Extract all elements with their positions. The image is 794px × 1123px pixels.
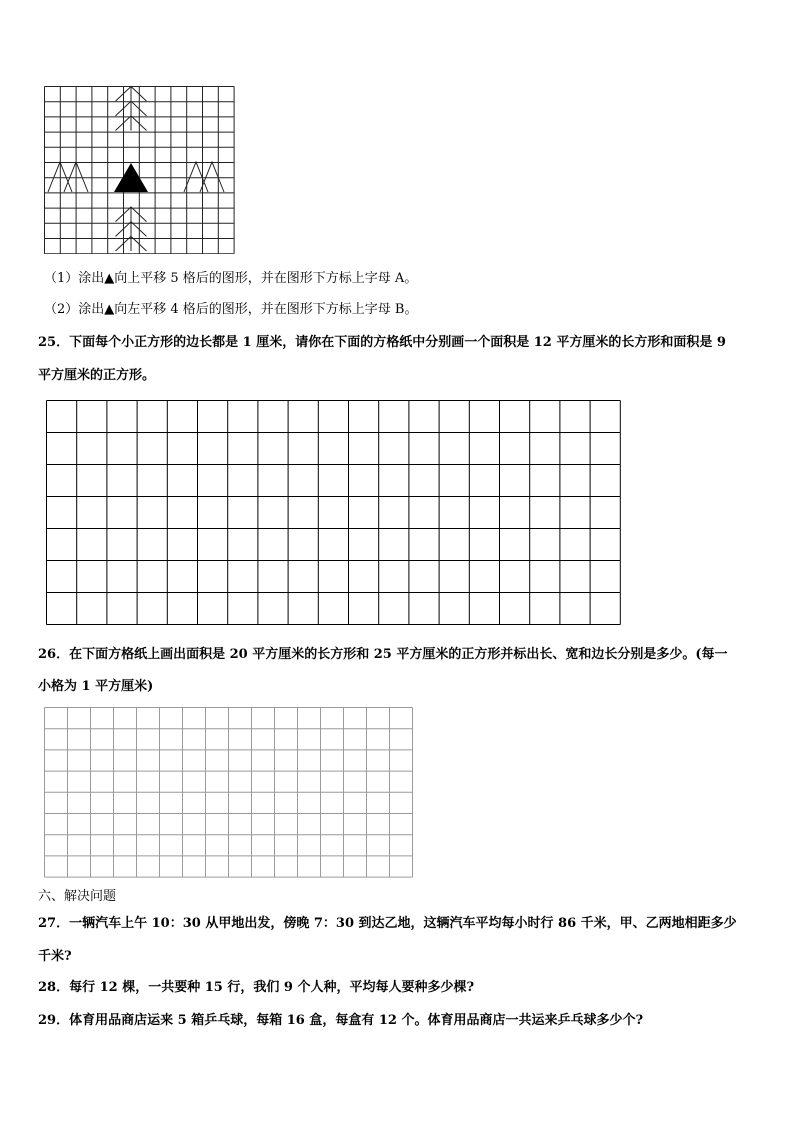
question-25-line-2: 平方厘米的正方形。 [38,368,156,383]
grid-paper-q26 [44,707,414,879]
outline-shape-bottom [116,207,147,251]
question-27-line-2: 千米? [38,949,72,964]
grid-lines [47,401,621,625]
figure1-question-1: （1）涂出▲向上平移 5 格后的图形，并在图形下方标上字母 A。 [44,271,418,286]
figure1-question-2: （2）涂出▲向左平移 4 格后的图形，并在图形下方标上字母 B。 [44,302,418,317]
question-27-line-1: 27．一辆汽车上午 10：30 从甲地出发，傍晚 7：30 到达乙地，这辆汽车平均每小时行 86 千米，甲、乙两地相距多少 [38,916,737,931]
translation-grid-figure [44,86,236,254]
question-29: 29．体育用品商店运来 5 箱乒乓球，每箱 16 盒，每盒有 12 个。体育用品商店一共运来乒乓球多少个? [38,1013,644,1028]
outline-shape-left [48,162,88,192]
question-28: 28．每行 12 棵，一共要种 15 行，我们 9 个人种，平均每人要种多少棵? [38,980,475,995]
section-6-title: 六、解决问题 [38,889,117,904]
outline-shape-top [116,87,147,131]
question-26-line-1: 26．在下面方格纸上画出面积是 20 平方厘米的长方形和 25 平方厘米的正方形并标出长、宽和边长分别是多少。(每一 [38,647,728,662]
grid-paper-q25 [46,400,623,625]
question-26-line-2: 小格为 1 平方厘米) [38,679,154,694]
grid-lines [45,708,413,878]
question-25-line-1: 25．下面每个小正方形的边长都是 1 厘米，请你在下面的方格纸中分别画一个面积是 12 平方厘米的长方形和面积是 9 [38,335,726,350]
